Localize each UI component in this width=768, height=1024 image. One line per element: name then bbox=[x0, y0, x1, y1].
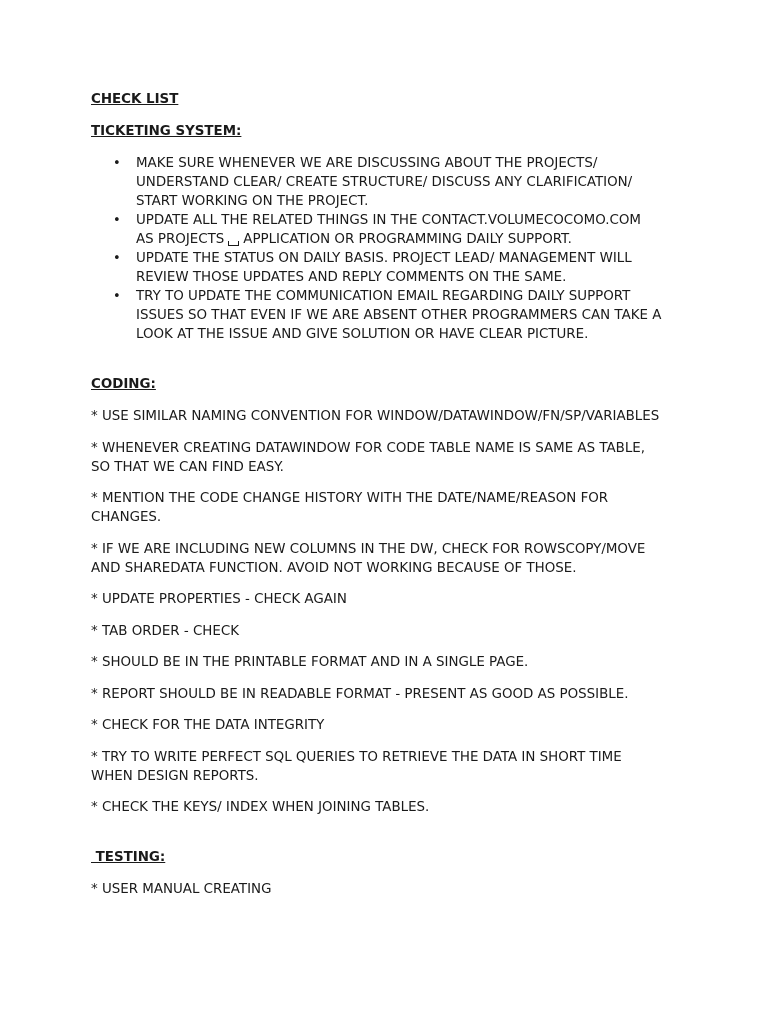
text-line: TRY TO UPDATE THE COMMUNICATION EMAIL REGARDING DAILY SUPPORT bbox=[136, 289, 631, 304]
text-line: UPDATE THE STATUS ON DAILY BASIS. PROJECT LEAD/ MANAGEMENT WILL bbox=[136, 251, 632, 266]
coding-item bbox=[91, 489, 691, 527]
list-item bbox=[91, 287, 691, 344]
text-line: * CHECK FOR THE DATA INTEGRITY bbox=[91, 718, 325, 733]
coding-item bbox=[91, 798, 691, 817]
text-line: * USE SIMILAR NAMING CONVENTION FOR WINDOW/DATAWINDOW/FN/SP/VARIABLES bbox=[91, 409, 660, 424]
text-line: START WORKING ON THE PROJECT. bbox=[136, 194, 369, 209]
text-line: * USER MANUAL CREATING bbox=[91, 882, 272, 897]
coding-item bbox=[91, 685, 691, 704]
text-line: * MENTION THE CODE CHANGE HISTORY WITH THE DATE/NAME/REASON FOR bbox=[91, 491, 609, 506]
text-line: MAKE SURE WHENEVER WE ARE DISCUSSING ABOUT THE PROJECTS/ bbox=[136, 156, 598, 171]
coding-item bbox=[91, 716, 691, 735]
placeholder-mark-icon bbox=[228, 241, 239, 246]
coding-item bbox=[91, 622, 691, 641]
text-line: SO THAT WE CAN FIND EASY. bbox=[91, 459, 284, 475]
text-line: UPDATE ALL THE RELATED THINGS IN THE CONTACT.VOLUMECOCOMO.COM bbox=[136, 213, 641, 228]
text-line: * WHENEVER CREATING DATAWINDOW FOR CODE TABLE NAME IS SAME AS TABLE, bbox=[91, 440, 646, 456]
text-line: * TRY TO WRITE PERFECT SQL QUERIES TO RETRIEVE THE DATA IN SHORT TIME bbox=[91, 749, 622, 765]
testing-item bbox=[91, 880, 691, 899]
coding-item bbox=[91, 439, 691, 477]
coding-item bbox=[91, 540, 691, 578]
text-line: * SHOULD BE IN THE PRINTABLE FORMAT AND IN A SINGLE PAGE. bbox=[91, 655, 529, 670]
text-line: * CHECK THE KEYS/ INDEX WHEN JOINING TABLES. bbox=[91, 800, 430, 815]
coding-item bbox=[91, 748, 691, 786]
list-item bbox=[91, 249, 691, 287]
list-item bbox=[91, 154, 691, 211]
text-line: * REPORT SHOULD BE IN READABLE FORMAT - PRESENT AS GOOD AS POSSIBLE. bbox=[91, 686, 629, 702]
bullet-icon: • bbox=[113, 289, 121, 304]
text-line: LOOK AT THE ISSUE AND GIVE SOLUTION OR HAVE CLEAR PICTURE. bbox=[136, 327, 589, 342]
coding-item bbox=[91, 407, 691, 426]
list-item bbox=[91, 211, 691, 249]
bullet-icon: • bbox=[113, 251, 121, 266]
text-line: WHEN DESIGN REPORTS. bbox=[91, 768, 259, 784]
testing-heading: TESTING: bbox=[91, 850, 166, 865]
ticketing-heading: TICKETING SYSTEM: bbox=[91, 124, 242, 139]
text-line: APPLICATION OR PROGRAMMING DAILY SUPPORT. bbox=[243, 232, 572, 247]
coding-item bbox=[91, 653, 691, 672]
text-line: CHANGES. bbox=[91, 510, 162, 525]
text-line: REVIEW THOSE UPDATES AND REPLY COMMENTS ON THE SAME. bbox=[136, 270, 567, 285]
text-line: ISSUES SO THAT EVEN IF WE ARE ABSENT OTHER PROGRAMMERS CAN TAKE A bbox=[136, 308, 662, 323]
coding-item bbox=[91, 590, 691, 609]
text-line: * IF WE ARE INCLUDING NEW COLUMNS IN THE DW, CHECK FOR ROWSCOPY/MOVE bbox=[91, 541, 646, 557]
text-line: UNDERSTAND CLEAR/ CREATE STRUCTURE/ DISCUSS ANY CLARIFICATION/ bbox=[136, 175, 633, 190]
text-line: AND SHAREDATA FUNCTION. AVOID NOT WORKING BECAUSE OF THOSE. bbox=[91, 560, 577, 576]
page-title: CHECK LIST bbox=[91, 92, 179, 107]
document-body bbox=[91, 90, 691, 912]
coding-heading: CODING: bbox=[91, 377, 156, 392]
bullet-icon: • bbox=[113, 156, 121, 171]
ticketing-list bbox=[91, 154, 691, 344]
text-line: * UPDATE PROPERTIES - CHECK AGAIN bbox=[91, 592, 347, 607]
text-line: AS PROJECTS bbox=[136, 232, 225, 247]
text-line: * TAB ORDER - CHECK bbox=[91, 623, 239, 639]
bullet-icon: • bbox=[113, 213, 121, 228]
